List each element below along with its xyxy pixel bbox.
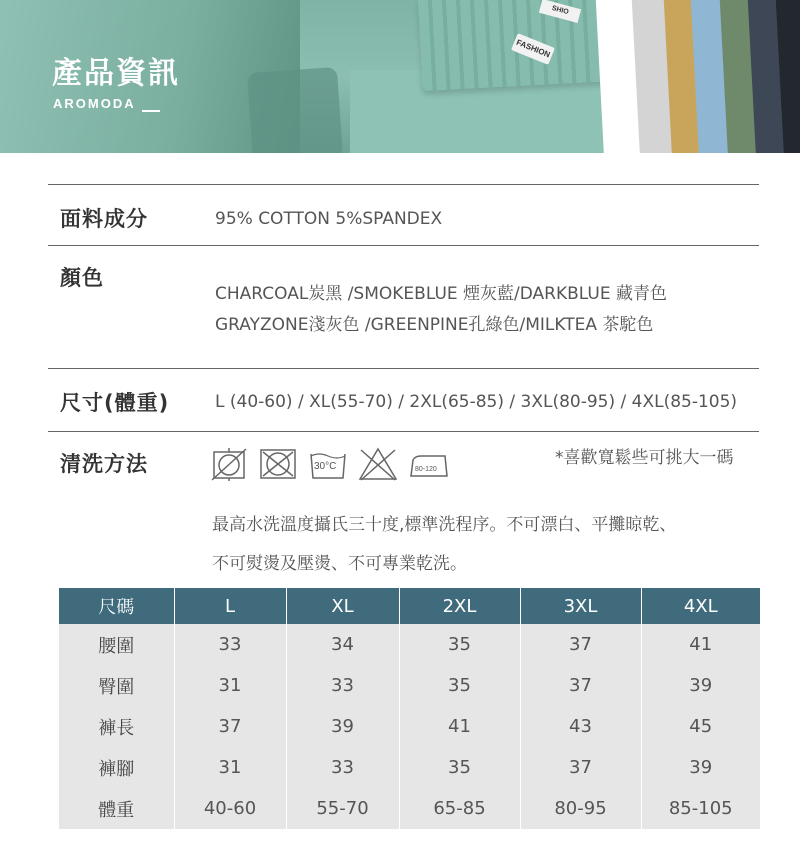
product-banner: [0, 0, 800, 153]
page-title: 產品資訊: [52, 56, 180, 91]
column-header: 2XL: [399, 588, 520, 624]
table-cell: 33: [286, 747, 399, 788]
table-cell: 37: [520, 747, 641, 788]
table-cell: 31: [174, 665, 286, 706]
iron-icon: [405, 446, 451, 480]
size-value: L (40-60) / XL(55-70) / 2XL(65-85) / 3XL(80-95) / 4XL(85-105): [215, 392, 738, 412]
column-header: 尺碼: [59, 588, 174, 624]
table-header-row: [59, 588, 760, 624]
divider: [48, 184, 759, 185]
table-cell: 40-60: [174, 788, 286, 829]
table-row: [59, 624, 760, 665]
column-header: L: [174, 588, 286, 624]
size-tip-note: *喜歡寬鬆些可挑大一碼: [555, 448, 734, 468]
table-row: [59, 788, 760, 829]
no-dry-clean-icon: [259, 446, 299, 480]
row-label: 褲長: [59, 706, 174, 747]
banner-label-tag: FASHION: [511, 33, 555, 65]
table-cell: 39: [286, 706, 399, 747]
wash-label: 清洗方法: [60, 452, 148, 476]
divider: [48, 368, 759, 369]
table-row: [59, 747, 760, 788]
no-tumble-dry-icon: [210, 446, 250, 480]
table-cell: 39: [641, 665, 760, 706]
divider: [48, 431, 759, 432]
column-header: 4XL: [641, 588, 760, 624]
column-header: XL: [286, 588, 399, 624]
iron-temp-label: 80-120: [415, 466, 437, 473]
column-header: 3XL: [520, 588, 641, 624]
table-cell: 43: [520, 706, 641, 747]
table-cell: 33: [286, 665, 399, 706]
table-cell: 41: [641, 624, 760, 665]
brand-name: AROMODA: [53, 96, 136, 111]
size-label: 尺寸(體重): [60, 391, 170, 415]
table-row: [59, 706, 760, 747]
divider: [48, 245, 759, 246]
table-cell: 39: [641, 747, 760, 788]
table-cell: 37: [520, 624, 641, 665]
row-label: 腰圍: [59, 624, 174, 665]
table-cell: 85-105: [641, 788, 760, 829]
size-chart-table: [59, 588, 760, 829]
wash-instruction-line-2: 不可熨燙及壓燙、不可專業乾洗。: [212, 554, 467, 574]
wash-instruction-line-1: 最高水洗溫度攝氏三十度,標準洗程序。不可漂白、平攤晾乾、: [212, 515, 677, 535]
wash-30-icon: [309, 446, 349, 480]
brand-underline: [142, 110, 160, 112]
table-cell: 80-95: [520, 788, 641, 829]
table-cell: 35: [399, 624, 520, 665]
table-cell: 65-85: [399, 788, 520, 829]
table-cell: 55-70: [286, 788, 399, 829]
color-value-line-1: CHARCOAL炭黑 /SMOKEBLUE 煙灰藍/DARKBLUE 藏青色: [215, 284, 668, 304]
color-value-line-2: GRAYZONE淺灰色 /GREENPINE孔綠色/MILKTEA 茶駝色: [215, 315, 654, 335]
table-cell: 31: [174, 747, 286, 788]
table-cell: 37: [174, 706, 286, 747]
table-cell: 33: [174, 624, 286, 665]
row-label: 體重: [59, 788, 174, 829]
table-cell: 45: [641, 706, 760, 747]
banner-label-tag-back: SHIO: [539, 0, 581, 23]
row-label: 褲腳: [59, 747, 174, 788]
table-cell: 37: [520, 665, 641, 706]
table-row: [59, 665, 760, 706]
table-cell: 35: [399, 665, 520, 706]
banner-pocket-shadow: [247, 67, 343, 153]
no-bleach-icon: [357, 446, 399, 480]
table-cell: 35: [399, 747, 520, 788]
table-cell: 41: [399, 706, 520, 747]
color-label: 顏色: [60, 266, 104, 290]
wash-temp-label: 30°C: [314, 461, 337, 472]
table-cell: 34: [286, 624, 399, 665]
fabric-value: 95% COTTON 5%SPANDEX: [215, 209, 443, 229]
fabric-label: 面料成分: [60, 207, 148, 231]
row-label: 臀圍: [59, 665, 174, 706]
